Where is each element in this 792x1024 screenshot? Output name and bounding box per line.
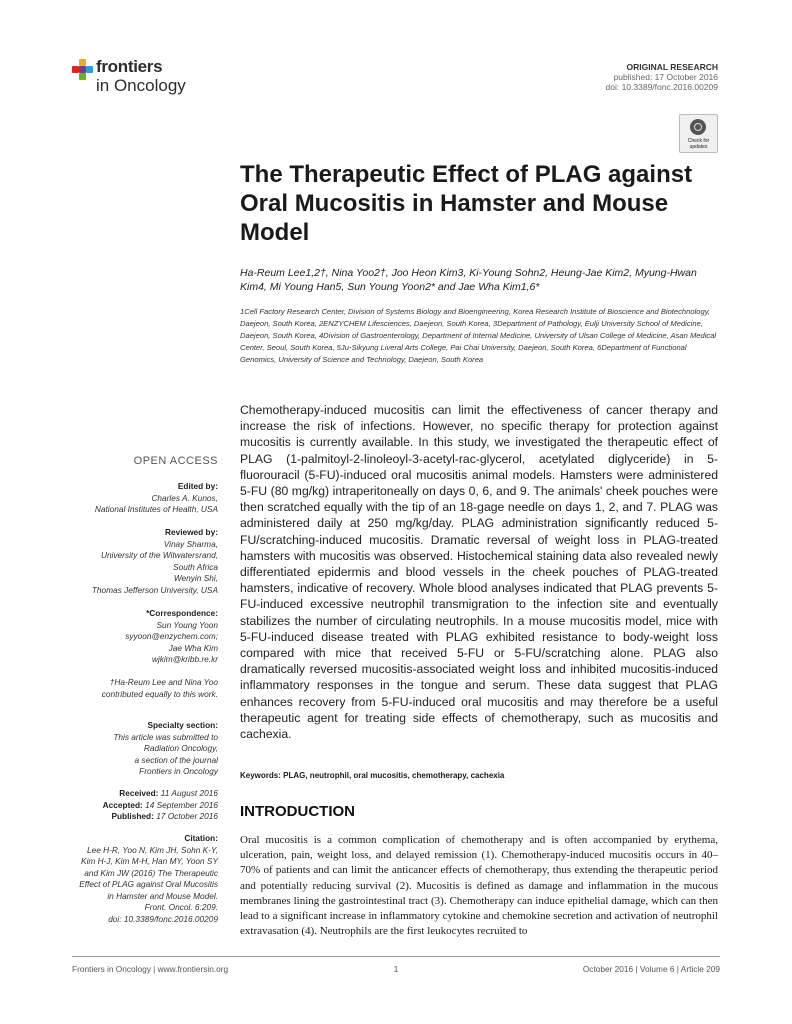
received-label: Received: (119, 788, 159, 798)
footer-issue-info: October 2016 | Volume 6 | Article 209 (582, 964, 720, 974)
open-access-label: OPEN ACCESS (133, 455, 218, 467)
article-title: The Therapeutic Effect of PLAG against Oral Mucositis in Hamster and Mouse Model (240, 161, 693, 246)
author-list: Ha-Reum Lee1,2†, Nina Yoo2†, Joo Heon Kim3, Ki-Young Sohn2, Heung-Jae Kim2, Myung-Hwan Kim4, Mi Young Han5, Sun Young Yoon2* and Jae Wha Kim1,6* (240, 267, 697, 293)
published-label: Published: (111, 811, 154, 821)
specialty-label: Specialty section: (147, 720, 218, 730)
received-date: 11 August 2016 (160, 788, 218, 798)
published-date: published: 17 October 2016 (613, 72, 718, 82)
logo-brand-name: frontiers (96, 57, 163, 76)
check-updates-label: Check for updates (687, 138, 710, 150)
correspondence-contacts[interactable]: Sun Young Yoon syyoon@enzychem.com; Jae Wha Kim wjkim@kribb.re.kr (125, 619, 218, 664)
dates-block (60, 788, 218, 823)
accepted-date: 14 September 2016 (145, 799, 218, 810)
citation-label: Citation: (184, 833, 218, 843)
correspondence-block (60, 608, 218, 666)
check-updates-icon (690, 119, 706, 135)
page-number: 1 (393, 964, 399, 974)
logo-journal-name: in Oncology (96, 76, 186, 95)
specialty-text: This article was submitted to Radiation Oncology, a section of the journal Frontiers in Oncology (113, 731, 218, 776)
footer-journal-link[interactable]: Frontiers in Oncology | www.frontiersin.org (72, 964, 229, 974)
article-header-info (606, 62, 719, 92)
correspondence-label: *Correspondence: (146, 608, 218, 618)
reviewer-names: Vinay Sharma, University of the Witwatersrand, South Africa Wenyin Shi, Thomas Jefferson University, USA (91, 538, 218, 595)
footer-divider (72, 956, 720, 957)
citation-text: Lee H-R, Yoo N, Kim JH, Sohn K-Y, Kim H-J, Kim M-H, Han MY, Yoon SY and Kim JW (2016) The Therapeutic Effect of PLAG against Oral Mucositis in Hamster and Mouse Model. Front. Oncol. 6:209. doi: 10.3389/fonc.2016.00209 (79, 844, 218, 924)
citation-block (60, 833, 218, 925)
specialty-section-block (60, 720, 218, 778)
introduction-paragraph: Oral mucositis is a common complication of chemotherapy and is often accompanied by erythema, ulceration, pain, weight loss, and delayed remission (1). Chemotherapy-induced mucositis occurs in 40–70% of patients and can limit the anticancer effects of chemotherapy, thus extending the therapeutic period and potentially reducing survival (2). Mucositis is defined as damage and inflammation in the mucous membranes lining the gastrointestinal tract (3). Chemotherapy can induce epithelial damage, which can then lead to a significant increase in inflammatory cytokine and chemokine secretion and activation of neutrophil extravasation (4). Neutrophils are the first leukocytes recruited to (240, 834, 718, 938)
author-affiliations: 1Cell Factory Research Center, Division of Systems Biology and Bioengineering, Korea Research Institute of Bioscience and Biotechnology, Daejeon, South Korea, 2ENZYCHEM Lifesciences, Daejeon, South Korea, 3Department of Pathology, Eulji University School of Medicine, Daejeon, South Korea, 4Division of Gastroenterology, Department of Internal Medicine, University of Ulsan College of Medicine, Asan Medical Center, Seoul, South Korea, 5Ju-Sikyung Liveral Arts College, Pai Chai University, Daejeon, South Korea, 6Department of Functional Genomics, University of Science and Technology, Daejeon, South Korea (240, 307, 717, 364)
edited-by-block (60, 481, 218, 516)
reviewed-by-block (60, 527, 218, 596)
journal-logo[interactable] (72, 55, 212, 100)
equal-contribution-note (60, 677, 218, 700)
abstract: Chemotherapy-induced mucositis can limit the effectiveness of cancer therapy and increase the risk of infections. However, no specific therapy for protection against mucositis is currently available. In this study, we investigated the therapeutic effect of PLAG (1-palmitoyl-2-linoleoyl-3-acetyl-rac-glycerol, acetylated diglyceride) in 5-fluorouracil (5-FU)-induced oral mucositis animal models. Hamsters were administered 5-FU (80 mg/kg) intraperitoneally on days 0, 6, and 9. The animals' cheek pouches were then scratched equally with the tip of an 18-gage needle on days 1, 2, and 7. PLAG was administered daily at 250 mg/kg/day. PLAG administration significantly reduced 5-FU/scratching-induced mucositis. Dramatic reversal of weight loss in PLAG-treated hamsters with mucositis was observed. Histochemical staining data also revealed newly differentiated epidermis and blood vessels in the cheek pouches of PLAG-treated hamsters, indicative of recovery. Whole blood analyses indicated that PLAG prevents 5-FU-induced excessive neutrophil transmigration to the infection site and eventually stabilizes the number of circulating neutrophils. In a mouse mucositis model, mice with 5-FU-induced disease treated with PLAG exhibited resistance to body-weight loss compared with mice that received 5-FU or 5-FU/scratching alone. PLAG also dramatically reversed mucositis-associated weight loss and inhibited mucositis-induced inflammatory responses in the tongue and serum. These data suggest that PLAG enhances recovery from 5-FU-induced oral mucositis and may therefore be a useful therapeutic agent for treating side effects of chemotherapy, such as mucositis and cachexia. (240, 403, 718, 742)
section-heading-introduction: INTRODUCTION (240, 803, 355, 820)
article-doi[interactable]: doi: 10.3389/fonc.2016.00209 (605, 82, 718, 92)
edited-by-label: Edited by: (177, 481, 218, 491)
keywords-text: PLAG, neutrophil, oral mucositis, chemotherapy, cachexia (283, 771, 505, 780)
reviewed-by-label: Reviewed by: (164, 527, 218, 537)
published-date-side: 17 October 2016 (156, 811, 218, 821)
editor-name: Charles A. Kunos, National Institutes of Health, USA (94, 492, 218, 514)
article-type: ORIGINAL RESEARCH (626, 62, 718, 72)
keywords (240, 770, 718, 781)
check-for-updates-button[interactable] (679, 114, 718, 153)
accepted-label: Accepted: (102, 799, 143, 810)
frontiers-logo-icon (72, 59, 94, 81)
keywords-label: Keywords: (240, 771, 281, 780)
equal-contribution-text: †Ha-Reum Lee and Nina Yoo contributed equally to this work. (101, 677, 218, 699)
